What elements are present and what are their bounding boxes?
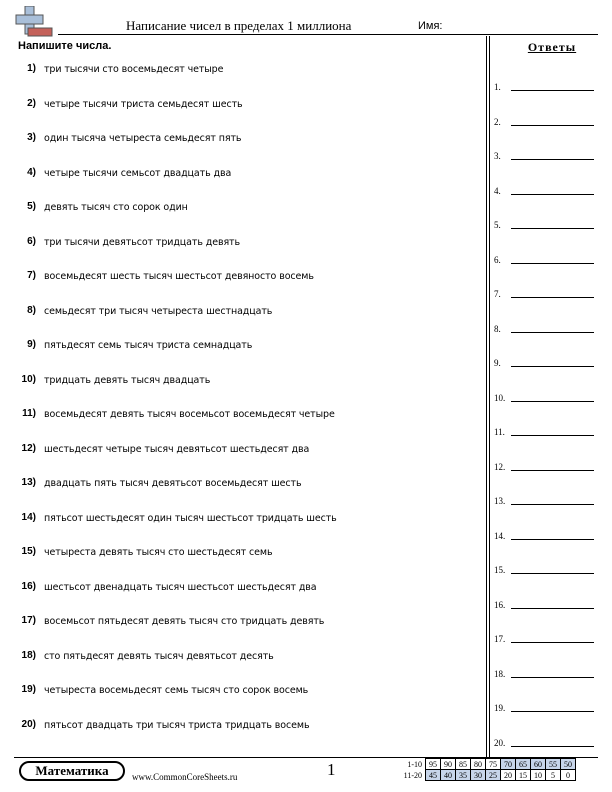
brand-badge: Математика (19, 761, 125, 781)
question-item (16, 615, 476, 631)
answer-blank[interactable] (494, 80, 594, 94)
answer-number: 3. (494, 151, 501, 161)
score-cell: 80 (471, 759, 486, 770)
question-number: 7) (27, 270, 36, 281)
question-item (16, 546, 476, 562)
answer-line[interactable] (511, 297, 594, 298)
name-label: Имя: (418, 20, 443, 32)
question-text: шестьсот двенадцать тысяч шестьсот шестьдесят два (44, 581, 317, 593)
answer-line[interactable] (511, 504, 594, 505)
answer-blank[interactable] (494, 598, 594, 612)
answer-blank[interactable] (494, 356, 594, 370)
question-text: четыреста восемьдесят семь тысяч сто сорок восемь (44, 685, 309, 696)
question-number: 2) (27, 97, 36, 109)
question-item (16, 132, 476, 148)
score-cell: 60 (531, 759, 546, 770)
answer-number: 8. (494, 323, 501, 334)
answer-number: 2. (494, 116, 501, 127)
score-table (396, 758, 576, 781)
question-text: шестьдесят четыре тысяч девятьсот шестьдесят два (44, 443, 310, 455)
question-number: 3) (27, 132, 36, 143)
score-row-label: 1-10 (407, 759, 422, 769)
question-text: четыре тысячи семьсот двадцать два (44, 167, 232, 179)
question-number: 1) (27, 63, 36, 74)
answer-line[interactable] (511, 677, 594, 678)
question-number: 11) (22, 408, 36, 419)
question-text: сто пятьдесят девять тысяч девятьсот десять (44, 650, 274, 662)
answer-number: 15. (494, 565, 506, 575)
answer-blank[interactable] (494, 529, 594, 543)
answer-number: 19. (494, 703, 506, 713)
answer-line[interactable] (511, 539, 594, 540)
answer-line[interactable] (511, 332, 594, 333)
question-text: восемьдесят девять тысяч восемьсот восемьдесят четыре (44, 409, 335, 420)
answer-line[interactable] (511, 159, 594, 160)
question-text: один тысяча четыреста семьдесят пять (44, 133, 242, 144)
question-text: семьдесят три тысяч четыреста шестнадцать (44, 305, 273, 317)
answer-line[interactable] (511, 263, 594, 264)
answer-number: 9. (494, 358, 501, 368)
worksheet-title: Написание чисел в пределах 1 миллиона (126, 18, 352, 33)
question-number: 18) (21, 649, 36, 661)
score-cell: 10 (531, 770, 546, 781)
question-number: 5) (27, 201, 36, 212)
header-divider (58, 34, 598, 35)
score-row-label: 11-20 (403, 770, 422, 780)
question-number: 16) (21, 580, 36, 592)
question-item (16, 98, 476, 114)
answer-blank[interactable] (494, 632, 594, 646)
score-cell: 75 (486, 759, 501, 770)
answer-line[interactable] (511, 746, 594, 747)
answers-divider (486, 36, 487, 757)
question-number: 10) (21, 373, 36, 385)
question-number: 8) (27, 304, 36, 316)
question-text: три тысячи девятьсот тридцать девять (44, 236, 240, 248)
question-text: три тысячи сто восемьдесят четыре (44, 64, 224, 75)
question-item (16, 650, 476, 666)
score-cell: 0 (561, 770, 576, 781)
question-item (16, 270, 476, 286)
website-link[interactable]: www.CommonCoreSheets.ru (132, 772, 238, 782)
answer-line[interactable] (511, 194, 594, 195)
score-cell: 15 (516, 770, 531, 781)
answer-blank[interactable] (494, 253, 594, 267)
question-item (16, 236, 476, 252)
answers-divider-inner (489, 36, 490, 757)
question-text: четыре тысячи триста семьдесят шесть (44, 98, 243, 110)
score-cell: 20 (501, 770, 516, 781)
instructions: Напишите числа. (18, 40, 112, 52)
question-text: тридцать девять тысяч двадцать (44, 374, 211, 386)
answer-number: 12. (494, 461, 506, 472)
answer-line[interactable] (511, 573, 594, 574)
answer-number: 13. (494, 496, 506, 506)
answer-line[interactable] (511, 642, 594, 643)
answer-number: 4. (494, 185, 501, 196)
score-row (396, 770, 576, 781)
answer-line[interactable] (511, 228, 594, 229)
question-text: пятьсот шестьдесят один тысяч шестьсот тридцать шесть (44, 512, 337, 524)
question-number: 13) (21, 477, 36, 488)
answer-line[interactable] (511, 435, 594, 436)
answer-number: 11. (494, 427, 505, 437)
question-number: 17) (21, 615, 36, 626)
question-number: 9) (27, 339, 36, 350)
score-cell: 65 (516, 759, 531, 770)
answer-blank[interactable] (494, 425, 594, 439)
score-cell: 50 (561, 759, 576, 770)
question-item (16, 408, 476, 424)
question-text: четыреста девять тысяч сто шестьдесят семь (44, 547, 273, 558)
answer-number: 14. (494, 530, 506, 541)
answer-blank[interactable] (494, 701, 594, 715)
question-item (16, 167, 476, 183)
answer-number: 16. (494, 599, 506, 610)
page-number: 1 (327, 760, 336, 779)
answer-number: 18. (494, 668, 506, 679)
answer-blank[interactable] (494, 460, 594, 474)
answer-number: 5. (494, 220, 501, 230)
answer-blank[interactable] (494, 184, 594, 198)
answer-line[interactable] (511, 711, 594, 712)
answer-number: 10. (494, 392, 506, 403)
question-item (16, 684, 476, 700)
question-number: 15) (21, 546, 36, 557)
question-item (16, 719, 476, 735)
question-item (16, 512, 476, 528)
question-text: восемьдесят шесть тысяч шестьсот девяносто восемь (44, 271, 314, 282)
score-cell: 30 (471, 770, 486, 781)
answer-line[interactable] (511, 366, 594, 367)
answer-line[interactable] (511, 90, 594, 91)
plus-minus-logo-icon (14, 6, 54, 38)
score-cell: 40 (441, 770, 456, 781)
answer-blank[interactable] (494, 287, 594, 301)
answer-blank[interactable] (494, 736, 594, 750)
question-item (16, 339, 476, 355)
answer-line[interactable] (511, 470, 594, 471)
answer-line[interactable] (511, 608, 594, 609)
answer-blank[interactable] (494, 149, 594, 163)
question-number: 20) (21, 718, 36, 730)
question-item (16, 305, 476, 321)
score-cell: 55 (546, 759, 561, 770)
answer-line[interactable] (511, 125, 594, 126)
question-item (16, 201, 476, 217)
question-item (16, 63, 476, 79)
answer-number: 6. (494, 254, 501, 265)
question-text: пятьдесят семь тысяч триста семнадцать (44, 340, 253, 351)
question-item (16, 443, 476, 459)
score-cell: 45 (426, 770, 441, 781)
question-number: 6) (27, 235, 36, 247)
answers-title: Ответы (527, 40, 577, 54)
answer-blank[interactable] (494, 218, 594, 232)
question-item (16, 581, 476, 597)
question-text: восемьсот пятьдесят девять тысяч сто тридцать девять (44, 616, 325, 627)
answer-number: 17. (494, 634, 506, 644)
score-cell: 25 (486, 770, 501, 781)
question-item (16, 477, 476, 493)
score-row (396, 759, 576, 770)
score-cell: 5 (546, 770, 561, 781)
question-text: двадцать пять тысяч девятьсот восемьдесят шесть (44, 478, 302, 489)
question-text: девять тысяч сто сорок один (44, 202, 188, 213)
answer-blank[interactable] (494, 563, 594, 577)
answer-blank[interactable] (494, 391, 594, 405)
answer-blank[interactable] (494, 322, 594, 336)
question-text: пятьсот двадцать три тысяч триста тридцать восемь (44, 719, 310, 731)
score-cell: 95 (426, 759, 441, 770)
answer-blank[interactable] (494, 115, 594, 129)
answer-blank[interactable] (494, 667, 594, 681)
question-number: 14) (21, 511, 36, 523)
answer-blank[interactable] (494, 494, 594, 508)
score-cell: 85 (456, 759, 471, 770)
question-number: 4) (27, 166, 36, 178)
answer-number: 7. (494, 289, 501, 299)
answer-number: 20. (494, 737, 506, 748)
score-cell: 35 (456, 770, 471, 781)
question-number: 19) (21, 684, 36, 695)
question-item (16, 374, 476, 390)
score-cell: 70 (501, 759, 516, 770)
answer-line[interactable] (511, 401, 594, 402)
answer-number: 1. (494, 82, 501, 92)
question-number: 12) (21, 442, 36, 454)
score-cell: 90 (441, 759, 456, 770)
